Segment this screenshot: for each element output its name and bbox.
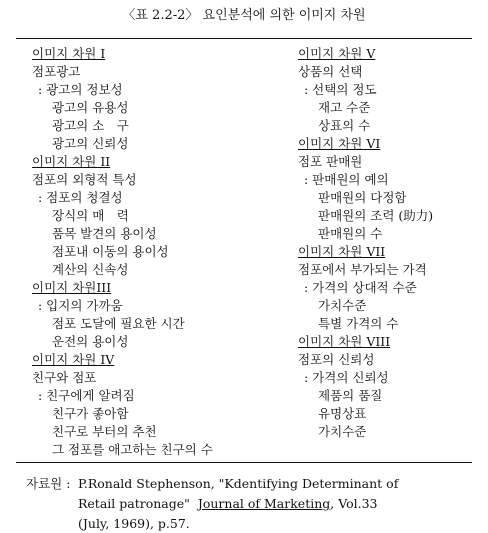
item-line: 점포 도달에 필요한 시간 bbox=[52, 316, 185, 331]
item-line: 친구로 부터의 추천 bbox=[52, 424, 157, 439]
item-line: : 선택의 정도 bbox=[304, 82, 377, 97]
dimension-header: 이미지 차원 I bbox=[32, 46, 106, 61]
item-line: 가치수준 bbox=[318, 298, 367, 313]
source-volume: , Vol.33 bbox=[330, 496, 378, 511]
item-line: 점포의 신뢰성 bbox=[298, 352, 375, 367]
source-line-1: P.Ronald Stephenson, "Kdentifying Determinant of bbox=[78, 476, 399, 491]
dimension-header: 이미지 차원 V bbox=[298, 46, 376, 61]
source-article-end: Retail patronage" bbox=[78, 496, 190, 511]
item-line: 광고의 유용성 bbox=[52, 100, 129, 115]
bottom-rule bbox=[16, 462, 472, 463]
item-line: : 가격의 상대적 수준 bbox=[304, 280, 417, 295]
dimension-header: 이미지 차원 VIII bbox=[298, 334, 391, 349]
item-line: 친구와 점포 bbox=[32, 370, 97, 385]
item-line: : 입지의 가까움 bbox=[38, 298, 123, 313]
item-line: 광고의 신뢰성 bbox=[52, 136, 129, 151]
item-line: : 가격의 신뢰성 bbox=[304, 370, 389, 385]
item-line: 상품의 선택 bbox=[298, 64, 363, 79]
dimension-header: 이미지 차원 VI bbox=[298, 136, 381, 151]
source-journal: Journal of Marketing bbox=[197, 496, 331, 511]
item-line: 점포내 이동의 용이성 bbox=[52, 244, 169, 259]
item-line: 친구가 좋아함 bbox=[52, 406, 129, 421]
source-line-3: (July, 1969), p.57. bbox=[78, 516, 190, 531]
item-line: 유명상표 bbox=[318, 406, 367, 421]
table-title: 〈표 2.2-2〉 요인분석에 의한 이미지 차원 bbox=[122, 8, 366, 23]
item-line: : 광고의 정보성 bbox=[38, 82, 123, 97]
item-line: 판매원의 다정함 bbox=[318, 190, 407, 205]
item-line: 제품의 품질 bbox=[318, 388, 383, 403]
item-line: 점포광고 bbox=[32, 64, 81, 79]
item-line: 그 점포를 애고하는 친구의 수 bbox=[52, 442, 213, 457]
item-line: : 친구에게 알려짐 bbox=[38, 388, 135, 403]
item-line: 계산의 신속성 bbox=[52, 262, 129, 277]
item-line: 가치수준 bbox=[318, 424, 367, 439]
item-line: 점포의 외형적 특성 bbox=[32, 172, 137, 187]
item-line: 특별 가격의 수 bbox=[318, 316, 399, 331]
item-line: 재고 수준 bbox=[318, 100, 371, 115]
item-line: 점포에서 부가되는 가격 bbox=[298, 262, 427, 277]
source-line-2 bbox=[78, 494, 378, 513]
item-line: 장식의 매 력 bbox=[52, 208, 129, 223]
source-label: 자료원 : bbox=[26, 476, 71, 491]
dimension-header: 이미지 차원 VII bbox=[298, 244, 386, 259]
item-line: 광고의 소 구 bbox=[52, 118, 129, 133]
item-line: 운전의 용이성 bbox=[52, 334, 129, 349]
top-rule bbox=[16, 38, 472, 39]
dimension-header: 이미지 차원 II bbox=[32, 154, 111, 169]
dimension-header: 이미지 차원 IV bbox=[32, 352, 115, 367]
item-line: 판매원의 조력 (助力) bbox=[318, 208, 434, 223]
item-line: : 판매원의 예의 bbox=[304, 172, 389, 187]
item-line: 점포 판매원 bbox=[298, 154, 363, 169]
item-line: 품목 발견의 용이성 bbox=[52, 226, 157, 241]
dimension-header: 이미지 차원III bbox=[32, 280, 112, 295]
item-line: : 점포의 청결성 bbox=[38, 190, 123, 205]
item-line: 상표의 수 bbox=[318, 118, 371, 133]
item-line: 판매원의 수 bbox=[318, 226, 383, 241]
